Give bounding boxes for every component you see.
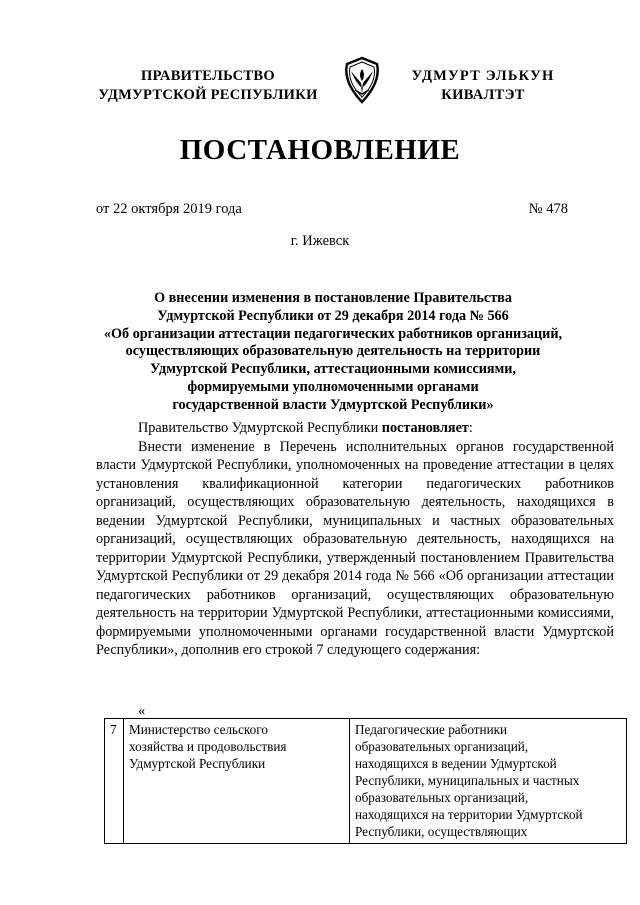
udmurt-coat-of-arms-icon — [341, 56, 383, 104]
document-title: ПОСТАНОВЛЕНИЕ — [179, 134, 461, 166]
row-number-cell: 7 — [105, 719, 124, 844]
body-paragraph-2: Внести изменение в Перечень исполнительных органов государственной власти Удмуртской Республики, уполномоченных на проведение аттестации в целях установления квалификационной категории педагогических работников организаций, осуществляющих образовательную деятельность, находящихся в ведении Удмуртской Республики, муниципальных и частных образовательных организаций, осуществляющих образовательную деятельность, находящихся на территории Удмуртской Республики, утвержденный постановлением Правительства Удмуртской Республики от 29 декабря 2014 года № 566 «Об организации аттестации педагогических работников организаций, осуществляющих образовательную деятельность на территории Удмуртской Республики, аттестационными комиссиями, формируемыми уполномоченными органами государственной власти Удмуртской Республики», дополнив его строкой 7 следующего содержания: — [96, 438, 614, 658]
category-line: находящихся в ведении Удмуртской — [355, 756, 557, 771]
header-right-line2: КИВАЛТЭТ — [441, 87, 525, 103]
header-left-line2: УДМУРТСКОЙ РЕСПУБЛИКИ — [98, 87, 318, 103]
org-line: Министерство сельского — [129, 722, 268, 737]
header-right-line1: УДМУРТ ЭЛЬКУН — [411, 68, 555, 84]
org-line: хозяйства и продовольствия — [129, 739, 287, 754]
organization-cell — [124, 719, 350, 844]
body-paragraph-1 — [96, 419, 614, 438]
subject-line: О внесении изменения в постановление Правительства — [154, 290, 512, 306]
category-line: образовательных организаций, — [355, 790, 529, 805]
org-line: Удмуртской Республики — [129, 756, 266, 771]
header-right — [408, 67, 558, 105]
document-number: № 478 — [528, 201, 568, 217]
subject-line: Удмуртской Республики, аттестационными комиссиями, — [150, 361, 516, 378]
para1-text: Правительство Удмуртской Республики — [138, 420, 382, 436]
document-subject — [96, 290, 570, 415]
para1-bold: постановляет — [381, 420, 469, 436]
para1-end: : — [468, 420, 473, 436]
document-body — [96, 419, 614, 660]
subject-line: формируемыми уполномоченными органами — [187, 378, 479, 395]
document-city: г. Ижевск — [290, 233, 350, 249]
table-row — [105, 719, 627, 844]
header-left — [86, 67, 330, 105]
subject-line: «Об организации аттестации педагогических работников организаций, — [103, 325, 563, 342]
category-line: образовательных организаций, — [355, 739, 529, 754]
quote-open: « — [138, 703, 146, 719]
subject-line: государственной власти Удмуртской Республики» — [172, 396, 494, 413]
subject-line: Удмуртской Республики от 29 декабря 2014 года № 566 — [157, 307, 509, 324]
category-line: Педагогические работники — [355, 722, 508, 737]
category-line: находящихся на территории Удмуртской — [355, 807, 583, 822]
inserted-row-table — [104, 718, 627, 844]
header-left-line1: ПРАВИТЕЛЬСТВО — [141, 68, 275, 84]
document-date: от 22 октября 2019 года — [96, 201, 242, 217]
category-line: Республики, осуществляющих — [355, 824, 528, 839]
category-line: Республики, муниципальных и частных — [355, 773, 580, 788]
subject-line: осуществляющих образовательную деятельность на территории — [125, 343, 541, 360]
category-cell — [350, 719, 627, 844]
